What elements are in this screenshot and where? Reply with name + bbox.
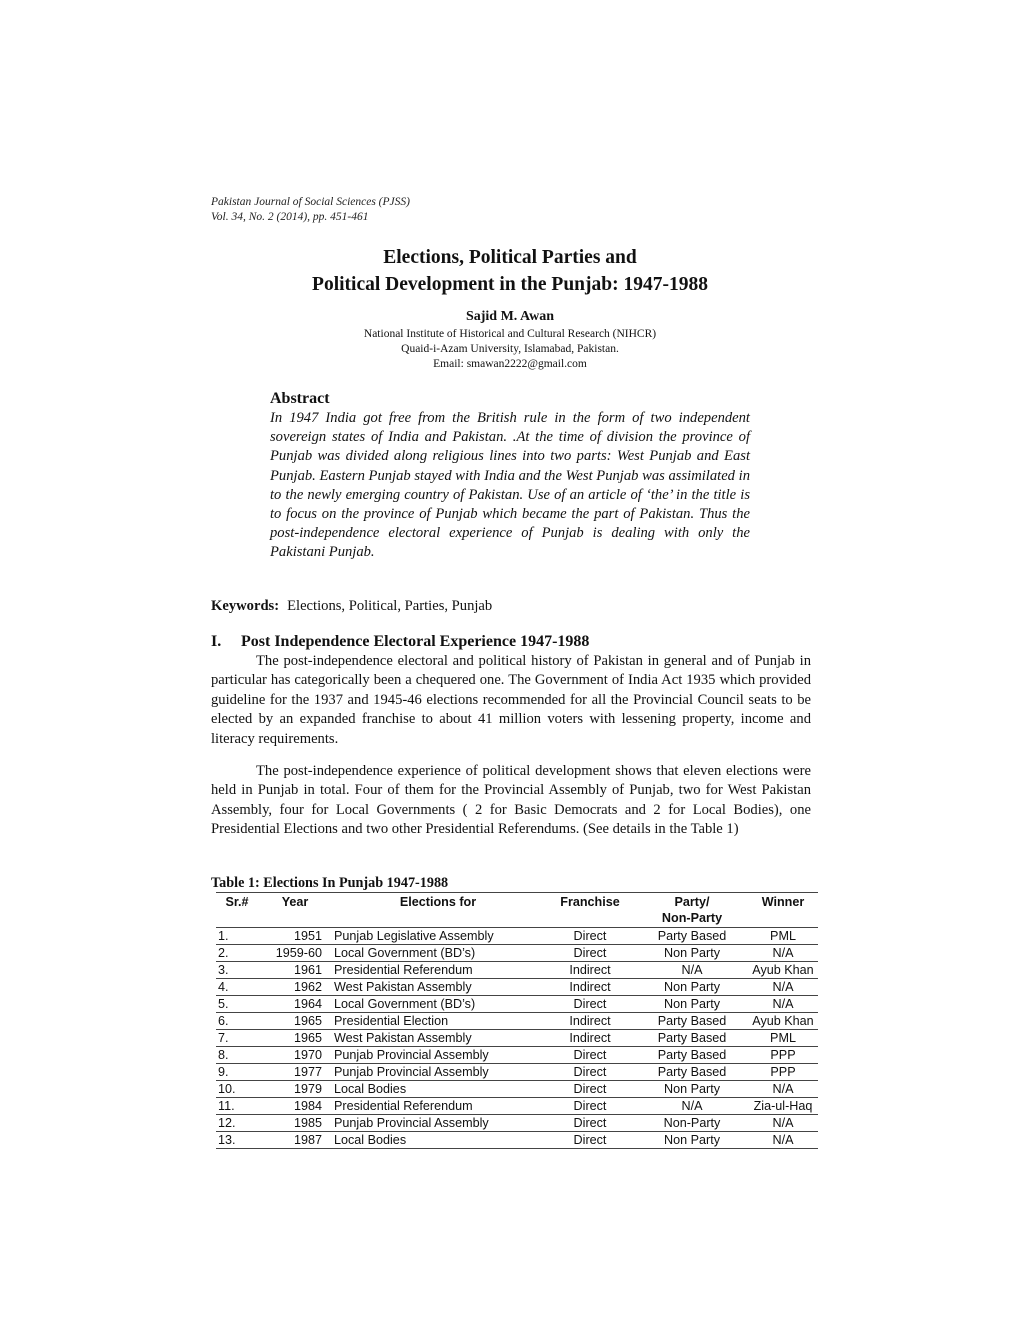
table-row	[216, 1047, 818, 1064]
paragraph-text: The post-independence electoral and political history of Pakistan in general and of Punjab in particular has categorically been a chequered one. The Government of India Act 1935 which provided guideline for the 1937 and 1945-46 elections recommended for all the Provincial Council seats to be elected by an expanded franchise to about 41 million voters with lessening property, income and literacy requirements.	[211, 653, 811, 747]
cell-sr: 1.	[216, 928, 258, 945]
cell-elections-for: Punjab Provincial Assembly	[332, 1115, 544, 1132]
table-row	[216, 1064, 818, 1081]
header-winner: Winner	[748, 893, 818, 928]
cell-year: 1961	[258, 962, 332, 979]
cell-sr: 10.	[216, 1081, 258, 1098]
table-row	[216, 1030, 818, 1047]
cell-sr: 9.	[216, 1064, 258, 1081]
cell-year: 1964	[258, 996, 332, 1013]
cell-year: 1984	[258, 1098, 332, 1115]
cell-winner: N/A	[748, 945, 818, 962]
cell-elections-for: Punjab Provincial Assembly	[332, 1047, 544, 1064]
header-party-line1: Party/	[674, 895, 710, 909]
keywords	[211, 598, 492, 615]
cell-sr: 11.	[216, 1098, 258, 1115]
table-row	[216, 996, 818, 1013]
abstract-heading: Abstract	[270, 390, 330, 407]
cell-franchise: Indirect	[544, 979, 636, 996]
cell-winner: PML	[748, 1030, 818, 1047]
cell-year: 1959-60	[258, 945, 332, 962]
cell-sr: 6.	[216, 1013, 258, 1030]
cell-party: Non-Party	[636, 1115, 748, 1132]
cell-elections-for: Presidential Referendum	[332, 962, 544, 979]
cell-franchise: Indirect	[544, 962, 636, 979]
cell-elections-for: Punjab Legislative Assembly	[332, 928, 544, 945]
cell-sr: 8.	[216, 1047, 258, 1064]
table-row	[216, 1132, 818, 1149]
cell-elections-for: West Pakistan Assembly	[332, 979, 544, 996]
cell-franchise: Direct	[544, 1047, 636, 1064]
header-elections-for: Elections for	[332, 893, 544, 928]
paragraph-text: The post-independence experience of political development shows that eleven elections were held in Punjab in total. Four of them for the Provincial Assembly of Punjab, two for West Pakistan Assembly, four for Local Governments ( 2 for Basic Democrats and 2 for Local Bodies), one Presidential Elections and two other Presidential Referendums. (See details in the Table 1)	[211, 763, 811, 838]
header-party	[636, 893, 748, 928]
university: Quaid-i-Azam University, Islamabad, Pakistan.	[401, 343, 619, 355]
body-paragraph	[211, 652, 811, 749]
cell-sr: 7.	[216, 1030, 258, 1047]
cell-year: 1985	[258, 1115, 332, 1132]
table-row	[216, 1013, 818, 1030]
keywords-label: Keywords:	[211, 598, 280, 614]
cell-elections-for: Local Bodies	[332, 1132, 544, 1149]
cell-franchise: Direct	[544, 1081, 636, 1098]
journal-name: Pakistan Journal of Social Sciences (PJSS)	[211, 196, 410, 208]
cell-elections-for: Punjab Provincial Assembly	[332, 1064, 544, 1081]
cell-year: 1951	[258, 928, 332, 945]
cell-elections-for: West Pakistan Assembly	[332, 1030, 544, 1047]
header-franchise: Franchise	[544, 893, 636, 928]
section-title: Post Independence Electoral Experience 1947-1988	[241, 633, 590, 650]
cell-year: 1979	[258, 1081, 332, 1098]
table-row	[216, 979, 818, 996]
cell-party: Non Party	[636, 996, 748, 1013]
table-row	[216, 962, 818, 979]
cell-franchise: Direct	[544, 928, 636, 945]
cell-franchise: Indirect	[544, 1030, 636, 1047]
cell-party: Party Based	[636, 1047, 748, 1064]
cell-party: Party Based	[636, 1030, 748, 1047]
cell-sr: 12.	[216, 1115, 258, 1132]
cell-franchise: Direct	[544, 1132, 636, 1149]
journal-issue: Vol. 34, No. 2 (2014), pp. 451-461	[211, 211, 369, 223]
institute: National Institute of Historical and Cultural Research (NIHCR)	[363, 328, 657, 340]
cell-winner: PPP	[748, 1047, 818, 1064]
header-party-line2: Non-Party	[661, 911, 723, 925]
cell-party: Non Party	[636, 945, 748, 962]
cell-franchise: Direct	[544, 945, 636, 962]
abstract-text: In 1947 India got free from the British rule in the form of two independent sovereign states of India and Pakistan. .At the time of division the province of Punjab was divided along religious lines into two parts: West Punjab and East Punjab. Eastern Punjab stayed with India and the West Punjab was assimilated in to the newly emerging country of Pakistan. Use of an article of ‘the’ in the title is to focus on the province of Punjab which became the part of Pakistan. Thus the post-independence electoral experience of Punjab is dealing with only the Pakistani Punjab.	[270, 410, 750, 561]
cell-elections-for: Presidential Election	[332, 1013, 544, 1030]
cell-elections-for: Local Bodies	[332, 1081, 544, 1098]
table-row	[216, 1098, 818, 1115]
cell-winner: N/A	[748, 979, 818, 996]
journal-header	[211, 195, 410, 225]
table-header-row	[216, 893, 818, 928]
author-name: Sajid M. Awan	[465, 309, 555, 324]
table-caption: Table 1: Elections In Punjab 1947-1988	[211, 875, 449, 891]
cell-year: 1977	[258, 1064, 332, 1081]
cell-party: Party Based	[636, 928, 748, 945]
cell-winner: N/A	[748, 1132, 818, 1149]
cell-sr: 5.	[216, 996, 258, 1013]
table-row	[216, 945, 818, 962]
section-number: I.	[211, 633, 222, 650]
cell-winner: N/A	[748, 996, 818, 1013]
paper-title	[0, 244, 1020, 298]
cell-party: Non Party	[636, 979, 748, 996]
header-year: Year	[258, 893, 332, 928]
title-line-2: Political Development in the Punjab: 1947-1988	[312, 274, 708, 295]
cell-winner: PML	[748, 928, 818, 945]
body-paragraph	[211, 762, 811, 840]
table-row	[216, 928, 818, 945]
cell-year: 1962	[258, 979, 332, 996]
cell-party: N/A	[636, 962, 748, 979]
cell-year: 1965	[258, 1013, 332, 1030]
cell-year: 1970	[258, 1047, 332, 1064]
cell-winner: Ayub Khan	[748, 962, 818, 979]
cell-elections-for: Presidential Referendum	[332, 1098, 544, 1115]
author-affiliation	[0, 327, 1020, 372]
cell-party: Party Based	[636, 1013, 748, 1030]
cell-sr: 3.	[216, 962, 258, 979]
section-heading	[211, 633, 589, 651]
cell-franchise: Indirect	[544, 1013, 636, 1030]
title-line-1: Elections, Political Parties and	[383, 247, 637, 268]
cell-sr: 13.	[216, 1132, 258, 1149]
cell-winner: Ayub Khan	[748, 1013, 818, 1030]
keywords-value: Elections, Political, Parties, Punjab	[287, 598, 493, 614]
cell-franchise: Direct	[544, 996, 636, 1013]
cell-party: Non Party	[636, 1132, 748, 1149]
cell-year: 1987	[258, 1132, 332, 1149]
table-row	[216, 1115, 818, 1132]
cell-elections-for: Local Government (BD’s)	[332, 945, 544, 962]
cell-elections-for: Local Government (BD’s)	[332, 996, 544, 1013]
cell-year: 1965	[258, 1030, 332, 1047]
table-row	[216, 1081, 818, 1098]
cell-winner: PPP	[748, 1064, 818, 1081]
cell-party: N/A	[636, 1098, 748, 1115]
cell-winner: Zia-ul-Haq	[748, 1098, 818, 1115]
cell-franchise: Direct	[544, 1115, 636, 1132]
cell-party: Party Based	[636, 1064, 748, 1081]
cell-sr: 4.	[216, 979, 258, 996]
cell-winner: N/A	[748, 1081, 818, 1098]
header-sr: Sr.#	[216, 893, 258, 928]
author-email: Email: smawan2222@gmail.com	[433, 358, 587, 370]
cell-winner: N/A	[748, 1115, 818, 1132]
cell-franchise: Direct	[544, 1098, 636, 1115]
cell-franchise: Direct	[544, 1064, 636, 1081]
cell-sr: 2.	[216, 945, 258, 962]
elections-table	[216, 892, 818, 1149]
cell-party: Non Party	[636, 1081, 748, 1098]
